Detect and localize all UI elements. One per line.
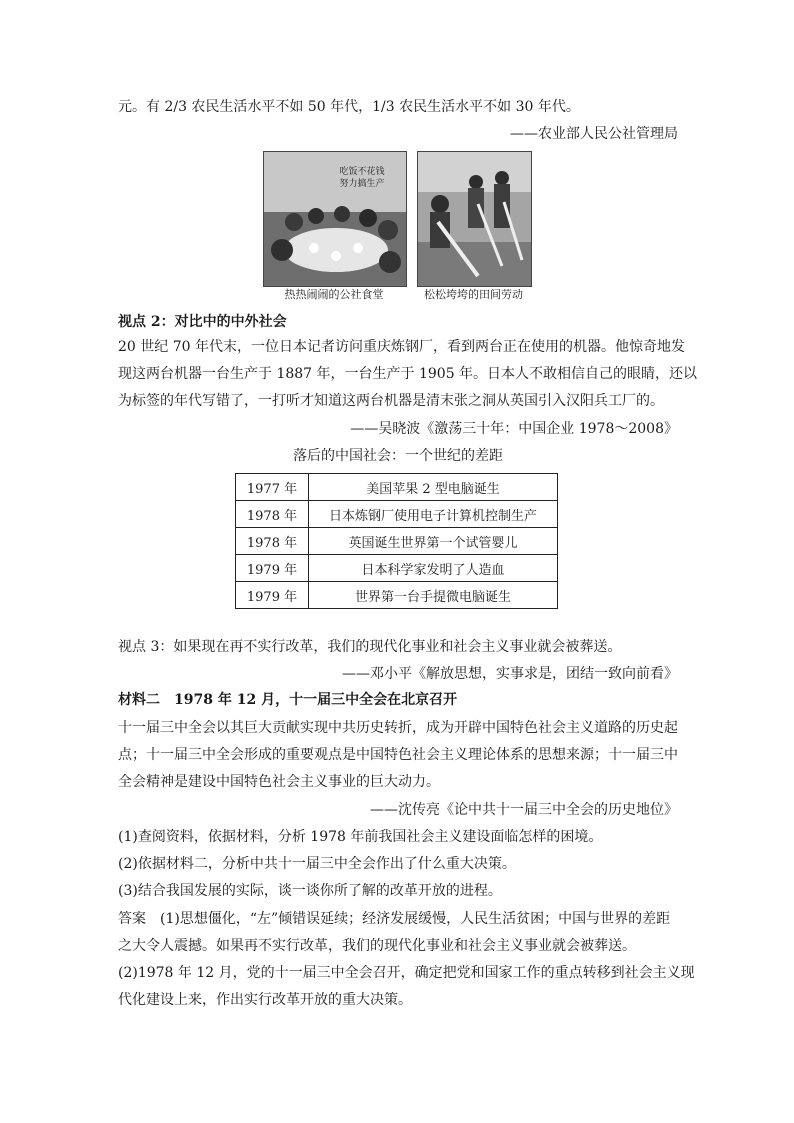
table-row	[236, 474, 558, 501]
viewpoint-3-text: 视点 3：如果现在再不实行改革，我们的现代化事业和社会主义事业就会被葬送。	[118, 639, 622, 655]
source-citation: ——农业部人民公社管理局	[510, 126, 678, 142]
source-citation: ——沈传亮《论中共十一届三中全会的历史地位》	[370, 802, 678, 818]
canteen-banner: 吃饭不花钱 努力搞生产	[339, 167, 385, 189]
answer-2-line-1: (2)1978 年 12 月，党的十一届三中全会召开，确定把党和国家工作的重点转移到社会主义现	[118, 965, 695, 981]
year-cell: 1978 年	[236, 528, 309, 555]
material-2-heading: 材料二 1978 年 12 月，十一届三中全会在北京召开	[118, 692, 458, 708]
text-line: 全会精神是建设中国特色社会主义事业的巨大动力。	[118, 774, 440, 790]
text-line: 点；十一届三中全会形成的重要观点是中国特色社会主义理论体系的思想来源；十一届三中	[118, 747, 678, 763]
text-line: 十一届三中全会以其巨大贡献实现中共历史转折，成为开辟中国特色社会主义道路的历史起	[118, 720, 678, 736]
table-row	[236, 555, 558, 582]
commune-canteen-photo	[263, 151, 407, 287]
answer-2-line-2: 代化建设上来，作出实行改革开放的重大决策。	[118, 992, 412, 1008]
photo-caption-left: 热热闹闹的公社食堂	[284, 288, 384, 301]
text-line: 为标签的年代写错了，一打听才知道这两台机器是清末张之洞从英国引入汉阳兵工厂的。	[118, 393, 664, 409]
source-citation: ——邓小平《解放思想，实事求是，团结一致向前看》	[342, 666, 678, 682]
table-title: 落后的中国社会：一个世纪的差距	[293, 448, 503, 464]
question-2: (2)依据材料二，分析中共十一届三中全会作出了什么重大决策。	[118, 856, 516, 872]
field-labor-photo	[417, 151, 532, 287]
event-cell: 日本科学家发明了人造血	[309, 555, 558, 582]
year-cell: 1978 年	[236, 501, 309, 528]
table-row	[236, 528, 558, 555]
event-cell: 日本炼钢厂使用电子计算机控制生产	[309, 501, 558, 528]
answer-1-line-1: 答案 (1)思想僵化，“左”倾错误延续；经济发展缓慢，人民生活贫困；中国与世界的差距	[118, 911, 671, 927]
table-row	[236, 501, 558, 528]
text-line: 20 世纪 70 年代末，一位日本记者访问重庆炼钢厂，看到两台正在使用的机器。他惊奇地发	[118, 339, 685, 355]
year-cell: 1979 年	[236, 555, 309, 582]
question-1: (1)查阅资料，依据材料，分析 1978 年前我国社会主义建设面临怎样的困境。	[118, 829, 603, 845]
answer-1-line-2: 之大令人震撼。如果再不实行改革，我们的现代化事业和社会主义事业就会被葬送。	[118, 938, 636, 954]
text-line: 现这两台机器一台生产于 1887 年，一台生产于 1905 年。日本人不敢相信自己的眼睛，还以	[118, 366, 698, 382]
event-cell: 美国苹果 2 型电脑诞生	[309, 474, 558, 501]
field-labor-image	[418, 152, 531, 286]
text-line: 元。有 2/3 农民生活水平不如 50 年代，1/3 农民生活水平不如 30 年代。	[118, 99, 580, 115]
photo-caption-right: 松松垮垮的田间劳动	[424, 288, 523, 301]
event-cell: 世界第一台手提微电脑诞生	[309, 582, 558, 609]
question-3: (3)结合我国发展的实际，谈一谈你所了解的改革开放的进程。	[118, 883, 502, 899]
table-row	[236, 582, 558, 609]
year-cell: 1977 年	[236, 474, 309, 501]
event-cell: 英国诞生世界第一个试管婴儿	[309, 528, 558, 555]
year-cell: 1979 年	[236, 582, 309, 609]
timeline-table	[235, 473, 558, 609]
source-citation: ——吴晓波《激荡三十年：中国企业 1978～2008》	[350, 421, 678, 437]
viewpoint-2-heading: 视点 2：对比中的中外社会	[118, 314, 287, 330]
